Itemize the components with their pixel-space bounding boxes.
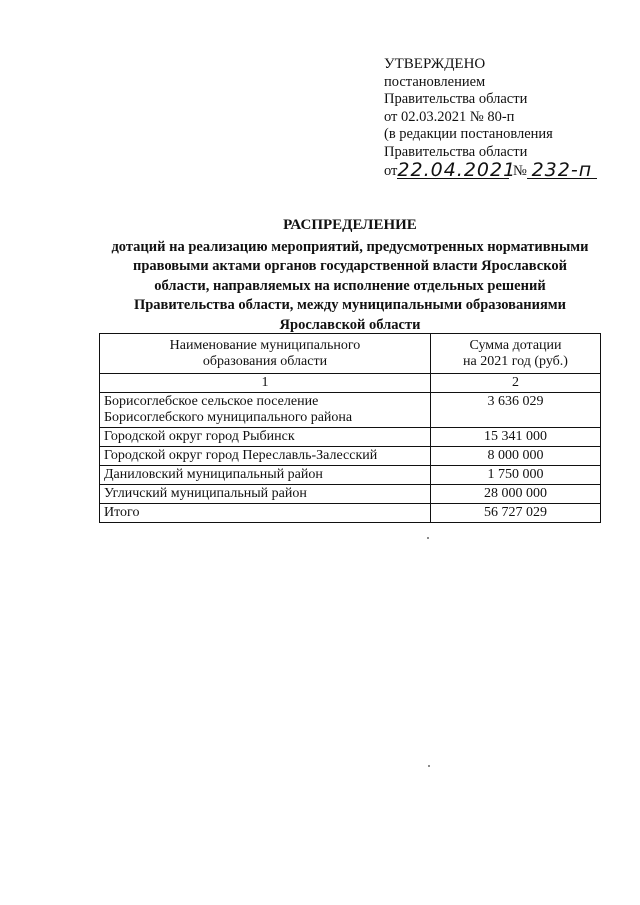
header-text: образования области (202, 354, 328, 369)
title-line: Правительства области, между муниципальными образованиями (133, 297, 567, 313)
approval-heading: УТВЕРЖДЕНО (384, 56, 486, 72)
total-amount: 56 727 029 (431, 504, 601, 523)
municipality-name: Городской округ город Переславль-Залесский (100, 447, 431, 466)
handwritten-amendment-date: 22.04.2021 (397, 159, 517, 181)
header-text: на 2021 год (руб.) (463, 354, 568, 369)
table-row (100, 466, 601, 485)
header-municipality (100, 334, 431, 374)
grant-amount: 8 000 000 (431, 447, 601, 466)
header-text: Наименование муниципального (169, 338, 361, 353)
approval-line: Правительства области (384, 143, 528, 160)
total-label: Итого (100, 504, 431, 523)
header-text: Сумма дотации (469, 338, 562, 353)
total-row (100, 504, 601, 523)
grant-amount: 3 636 029 (431, 393, 601, 428)
table-header-row (100, 334, 601, 374)
table-row (100, 485, 601, 504)
handwritten-amendment-number: 232-п (527, 162, 597, 179)
grant-amount: 15 341 000 (431, 428, 601, 447)
approval-line: постановлением (384, 73, 486, 90)
column-index-row (100, 374, 601, 393)
title-line: Ярославской области (279, 316, 421, 333)
municipality-name: Угличский муниципальный район (100, 485, 431, 504)
approval-line: Правительства области (384, 91, 528, 107)
name-text: Борисоглебского муниципального района (104, 410, 353, 425)
amendment-line (384, 161, 597, 181)
title-line: правовыми актами органов государственной власти Ярославской (132, 258, 567, 274)
municipality-name (100, 393, 431, 428)
approval-line: (в редакции постановления (384, 126, 553, 142)
scan-speck (428, 765, 430, 767)
column-index: 1 (100, 374, 431, 393)
column-index: 2 (431, 374, 601, 393)
table-row (100, 447, 601, 466)
table-row (100, 393, 601, 428)
name-text: Борисоглебское сельское поселение (104, 394, 319, 409)
scan-speck (427, 537, 429, 539)
grant-amount: 1 750 000 (431, 466, 601, 485)
from-prefix: от (384, 163, 398, 179)
title-line: дотаций на реализацию мероприятий, предусмотренных нормативными (111, 238, 589, 255)
municipality-name: Городской округ город Рыбинск (100, 428, 431, 447)
table-row (100, 428, 601, 447)
document-title (90, 216, 610, 335)
approval-block (384, 56, 597, 181)
title-line: области, направляемых на исполнение отдельных решений (154, 277, 546, 294)
distribution-table (99, 333, 601, 523)
title-heading: РАСПРЕДЕЛЕНИЕ (283, 217, 417, 233)
number-sign: № (513, 163, 527, 179)
municipality-name: Даниловский муниципальный район (100, 466, 431, 485)
grant-amount: 28 000 000 (431, 485, 601, 504)
approval-decree-reference: от 02.03.2021 № 80-п (384, 108, 515, 125)
header-amount (431, 334, 601, 374)
